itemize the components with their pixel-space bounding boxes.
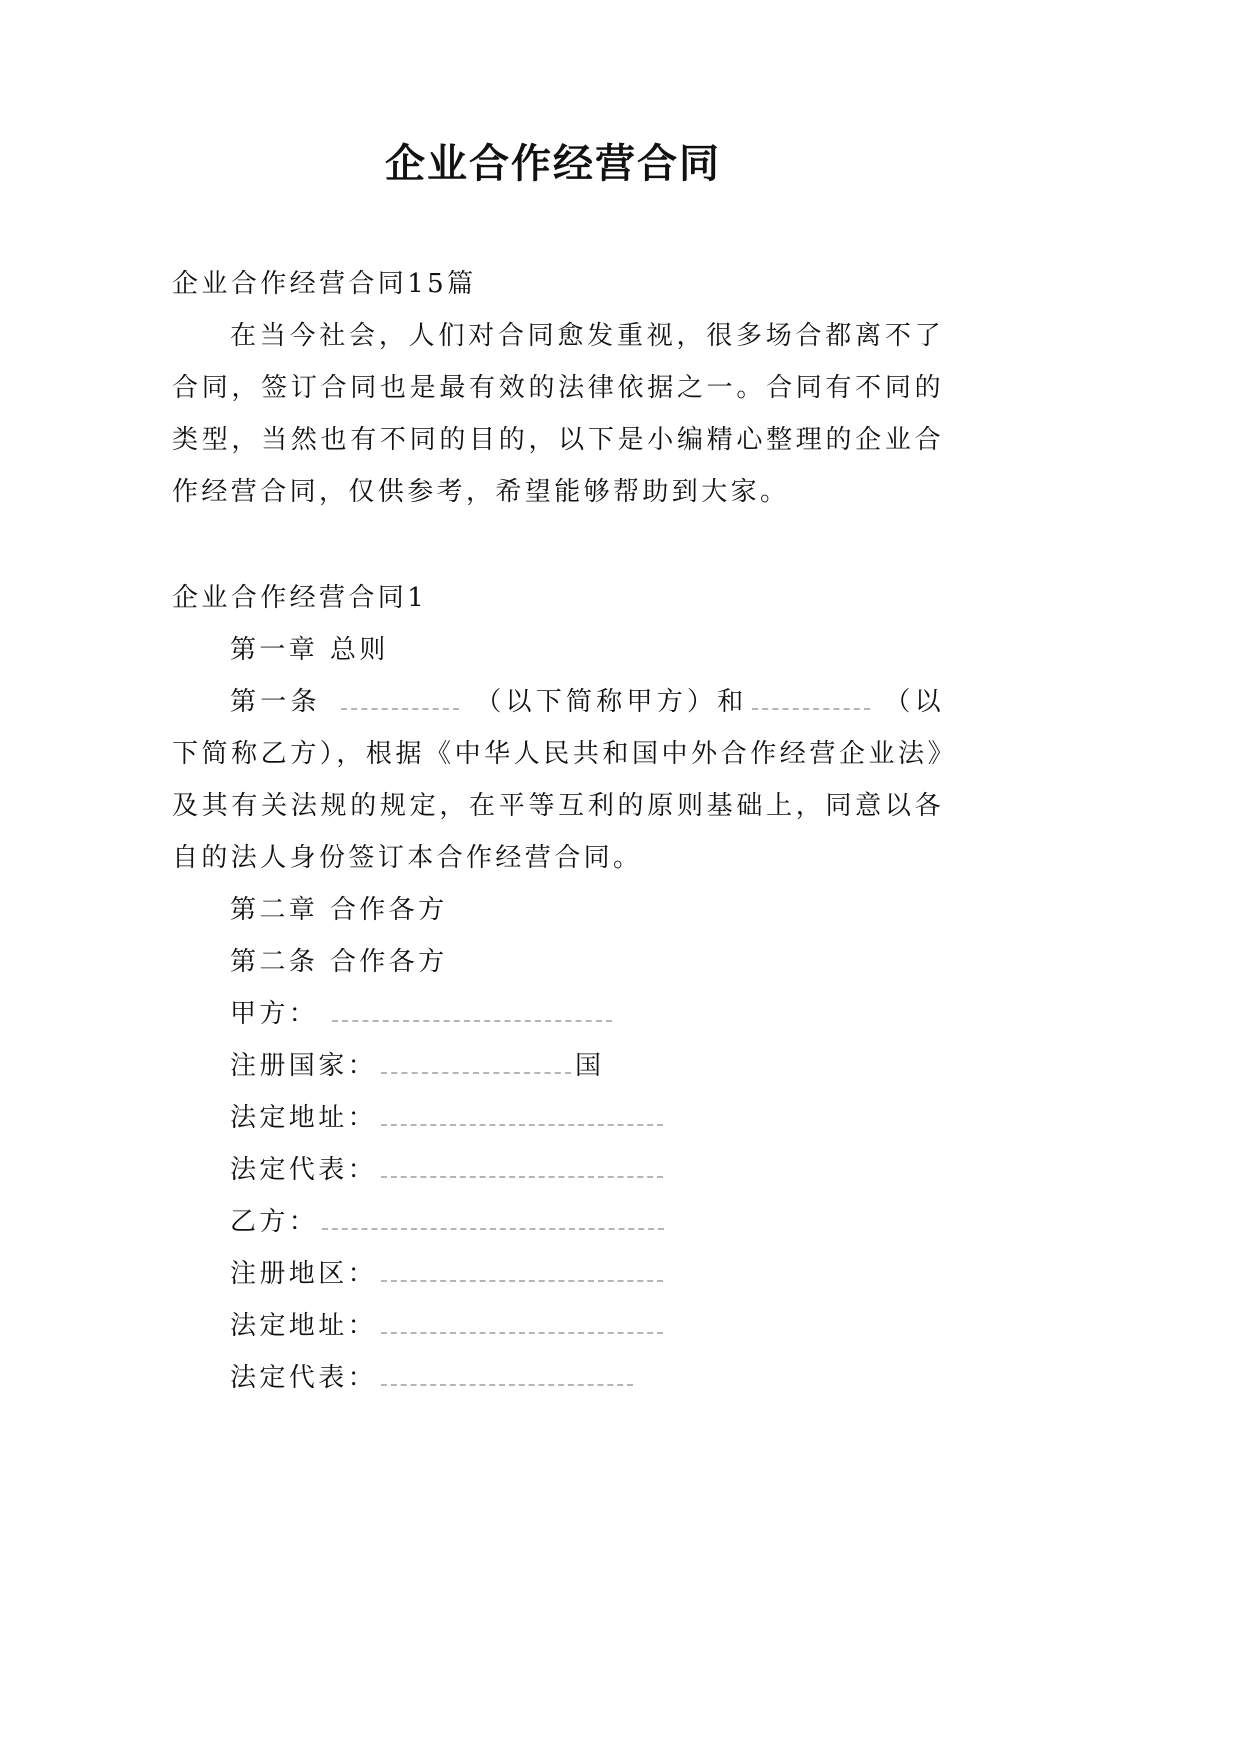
intro-heading: 企业合作经营合同15篇 [172,269,477,299]
legal-rep-a-input[interactable] [381,1154,663,1178]
article-1-text-b: （以下简称乙方），根据《中华人民共和国中外合作经营企业法》及其有关法规的规定，在平等互利的原则基础上，同意以各自的法人身份签订本合作经营合同。 [172,687,944,873]
field-legal-address-a: 法定地址： [172,1092,944,1144]
field-legal-address-b: 法定地址： [172,1300,944,1352]
legal-rep-b-input[interactable] [381,1362,633,1386]
party-b-blank[interactable] [752,686,870,710]
party-a-blank[interactable] [341,686,459,710]
field-registered-region: 注册地区： [172,1248,944,1300]
field-party-b: 乙方： [172,1196,944,1248]
field-legal-rep-b: 法定代表： [172,1352,944,1404]
chapter-2-heading: 第二章 合作各方 [230,895,448,925]
legal-address-a-input[interactable] [381,1102,663,1126]
party-b-input[interactable] [322,1206,664,1230]
field-registered-country: 注册国家： 国 [230,1051,605,1081]
article-2-heading: 第二条 合作各方 [230,947,448,977]
registered-country-input[interactable] [381,1050,571,1074]
intro-paragraph: 在当今社会，人们对合同愈发重视，很多场合都离不了合同，签订合同也是最有效的法律依据之一。合同有不同的类型，当然也有不同的目的，以下是小编精心整理的企业合作经营合同，仅供参考，希望能够帮助到大家。 [172,321,944,507]
chapter-1-heading: 第一章 总则 [230,635,389,665]
contract-heading: 企业合作经营合同1 [172,583,428,613]
article-1 [172,676,944,884]
document-title: 企业合作经营合同 [385,140,721,187]
legal-address-b-input[interactable] [381,1310,663,1334]
party-a-input[interactable] [332,998,612,1022]
document-body [172,258,944,1404]
article-1-text-a: （以下简称甲方）和 [475,687,748,717]
registered-region-input[interactable] [381,1258,663,1282]
field-legal-rep-a: 法定代表： [172,1144,944,1196]
article-1-label: 第一条 [230,687,321,717]
field-party-a: 甲方： [172,988,944,1040]
